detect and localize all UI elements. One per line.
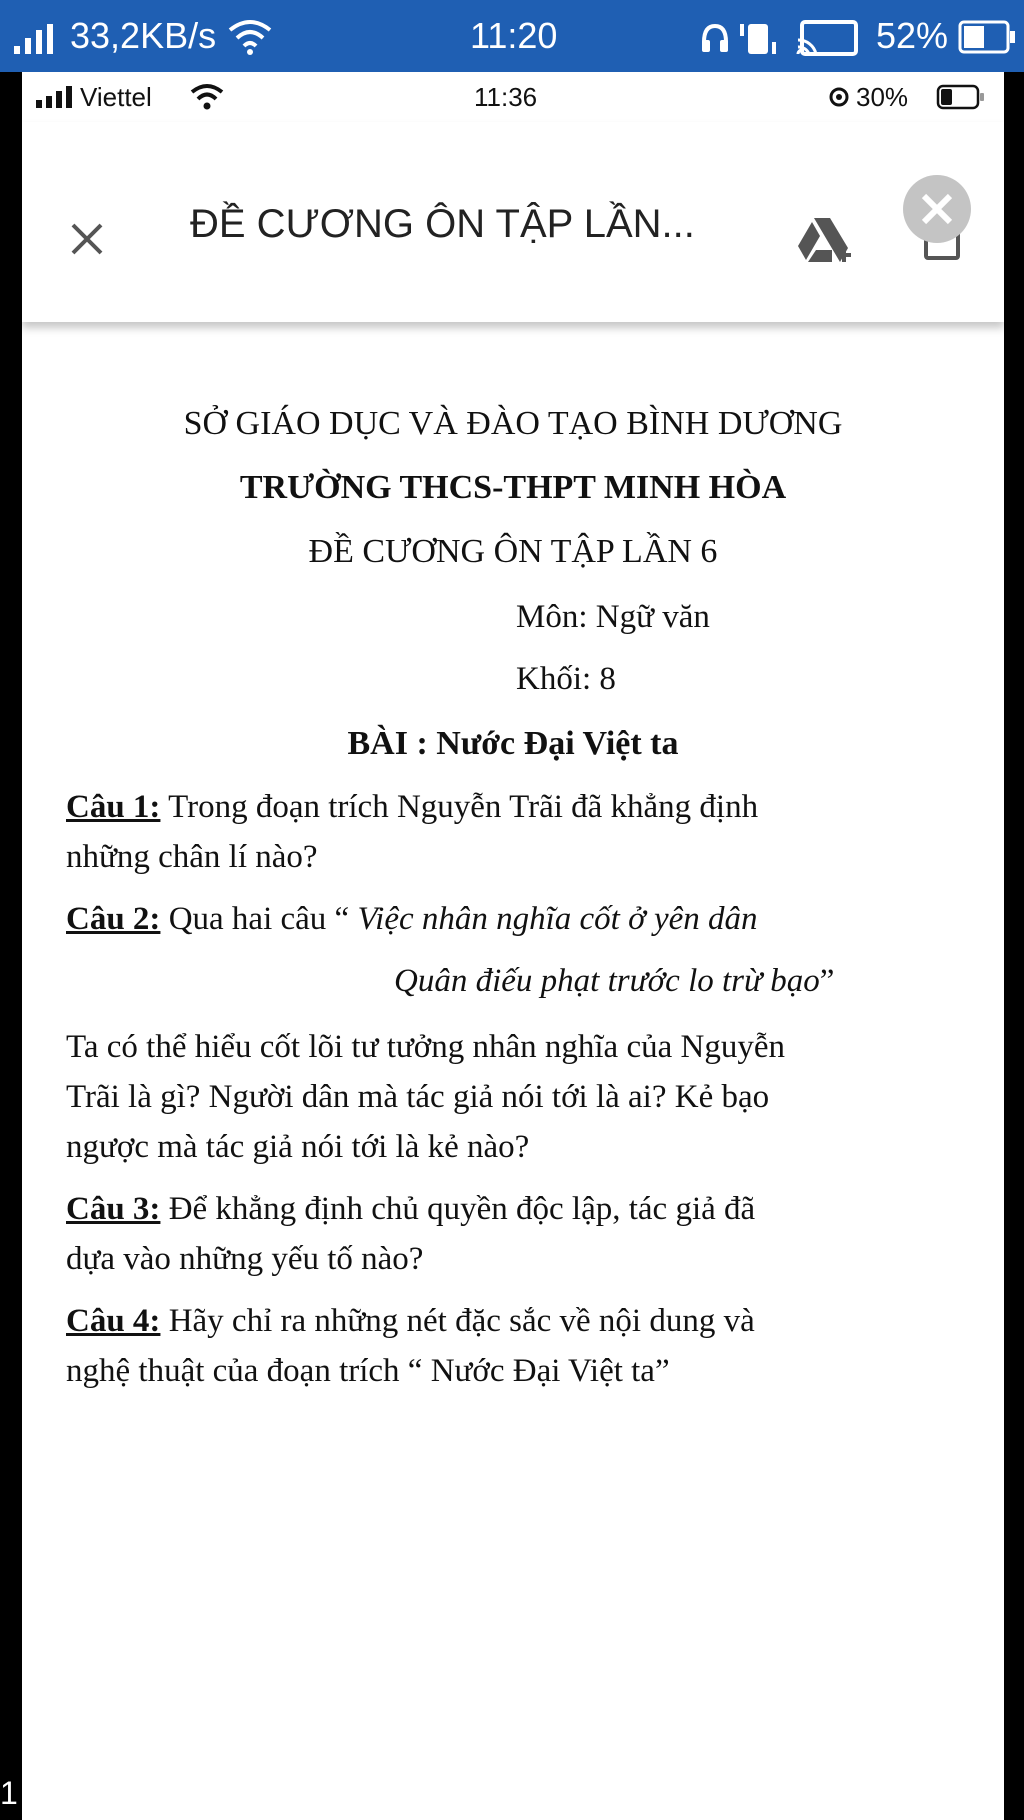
question-text: Hãy chỉ ra những nét đặc sắc về nội dung và <box>160 1303 755 1339</box>
question-label: Câu 1: <box>66 789 161 825</box>
close-icon[interactable] <box>70 222 104 256</box>
question-2-line: ngược mà tác giả nói tới là kẻ nào? <box>66 1129 530 1165</box>
outer-clock: 11:20 <box>470 15 558 56</box>
carrier-name: Viettel <box>80 82 152 112</box>
rotation-lock-icon <box>828 86 850 108</box>
question-label: Câu 2: <box>66 901 161 937</box>
vibrate-icon <box>738 20 780 56</box>
inner-battery-percent: 30% <box>856 82 909 112</box>
cast-icon <box>796 20 860 58</box>
question-label: Câu 3: <box>66 1191 161 1227</box>
headset-icon <box>700 22 730 54</box>
question-2 <box>66 901 758 938</box>
viewer-toolbar <box>22 122 1004 322</box>
signal-icon <box>14 24 60 54</box>
outer-status-bar <box>0 0 1024 72</box>
school-heading: TRƯỜNG THCS-THPT MINH HÒA <box>239 469 787 506</box>
question-text: Trong đoạn trích Nguyễn Trãi đã khẳng định <box>160 789 759 825</box>
question-4-cont: nghệ thuật của đoạn trích “ Nước Đại Việt ta” <box>66 1353 670 1389</box>
add-to-drive-icon[interactable] <box>798 218 854 264</box>
dismiss-overlay-icon[interactable] <box>902 174 972 244</box>
question-label: Câu 4: <box>66 1303 161 1339</box>
quoted-verse-2 <box>394 963 834 1000</box>
question-3-cont: dựa vào những yếu tố nào? <box>66 1241 424 1277</box>
inner-status-bar <box>22 72 1004 122</box>
inner-clock: 11:36 <box>474 82 538 112</box>
quoted-verse: Việc nhân nghĩa cốt ở yên dân <box>357 901 758 937</box>
signal-icon <box>36 86 74 108</box>
wifi-icon <box>228 18 272 56</box>
question-4 <box>66 1303 755 1340</box>
department-heading: SỞ GIÁO DỤC VÀ ĐÀO TẠO BÌNH DƯƠNG <box>183 405 843 442</box>
question-text: Qua hai câu “ <box>160 901 358 937</box>
document-title: ĐỀ CƯƠNG ÔN TẬP LẦN... <box>190 202 695 246</box>
battery-icon <box>958 20 1016 54</box>
question-3 <box>66 1191 755 1228</box>
outline-heading: ĐỀ CƯƠNG ÔN TẬP LẦN 6 <box>308 533 718 570</box>
question-1-cont: những chân lí nào? <box>66 839 318 875</box>
question-1 <box>66 789 758 826</box>
page-number: 1 <box>0 1775 18 1811</box>
question-text: Để khẳng định chủ quyền độc lập, tác giả đã <box>160 1191 756 1227</box>
outer-battery-percent: 52% <box>876 15 949 56</box>
grade-label: Khối: 8 <box>516 661 616 697</box>
quoted-verse: Quân điếu phạt trước lo trừ bạo <box>394 963 820 999</box>
document-screenshot <box>22 72 1004 1820</box>
wifi-icon <box>190 82 224 110</box>
subject-label: Môn: Ngữ văn <box>516 599 710 635</box>
question-2-line: Ta có thể hiểu cốt lõi tư tưởng nhân nghĩa của Nguyễn <box>66 1029 785 1065</box>
network-speed: 33,2KB/s <box>70 15 217 56</box>
battery-icon <box>936 84 986 110</box>
lesson-title: BÀI : Nước Đại Việt ta <box>347 725 679 762</box>
quote-close: ” <box>819 963 835 999</box>
question-2-line: Trãi là gì? Người dân mà tác giả nói tới là ai? Kẻ bạo <box>66 1079 770 1115</box>
